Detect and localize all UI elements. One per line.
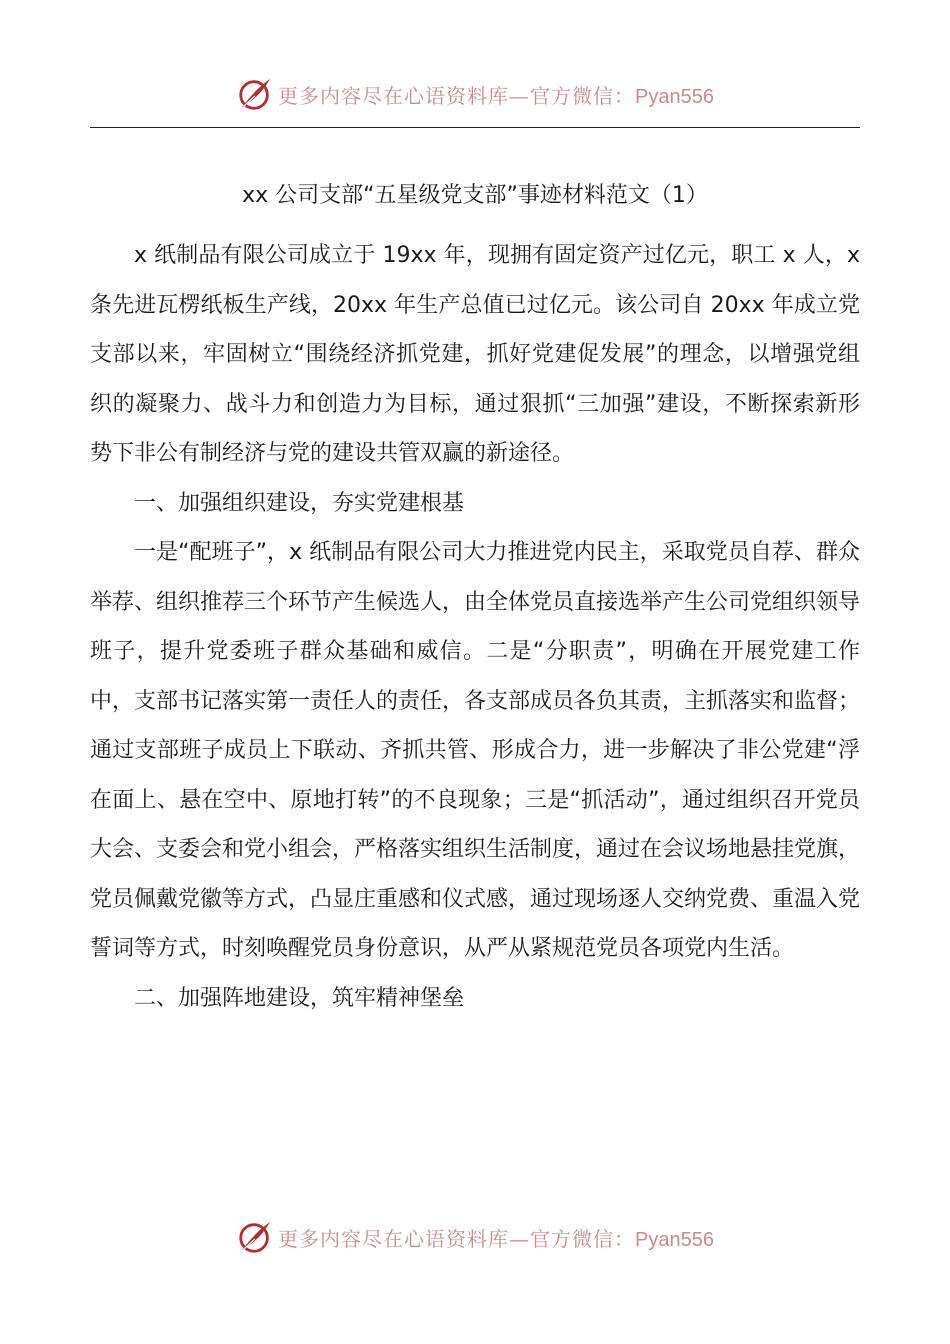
watermark-wechat-label: 官方微信： [530, 1226, 636, 1251]
section-heading-2: 二、加强阵地建设，筑牢精神堡垒 [134, 985, 465, 1011]
watermark-dash: — [509, 83, 531, 108]
watermark-wechat-label: 官方微信： [530, 83, 636, 108]
quill-logo-icon [236, 1218, 274, 1256]
watermark-wechat-id: Pyan556 [635, 1228, 714, 1251]
header-divider [90, 127, 860, 128]
document-body [90, 231, 860, 1023]
header-watermark [0, 72, 950, 116]
watermark-dash: — [509, 1226, 531, 1251]
watermark-main: 更多内容尽在心语资料库 [278, 83, 510, 108]
quill-logo-icon [236, 75, 274, 113]
watermark-text [278, 1223, 714, 1252]
watermark-main: 更多内容尽在心语资料库 [278, 1226, 510, 1251]
paragraph-intro: x 纸制品有限公司成立于 19xx 年，现拥有固定资产过亿元，职工 x 人，x 条先进瓦楞纸板生产线，20xx 年生产总值已过亿元。该公司自 20xx 年成立党支部以来，牢固树立“围绕经济抓党建，抓好党建促发展”的理念，以增强党组织的凝聚力、战斗力和创造力为目标，通过狠抓“三加强”建设，不断探索新形势下非公有制经济与党的建设共管双赢的新途径。 [90, 243, 860, 466]
watermark-wechat-id: Pyan556 [635, 85, 714, 108]
watermark-text [278, 80, 714, 109]
document-title: xx 公司支部“五星级党支部”事迹材料范文（1） [242, 183, 708, 208]
section-heading-1: 一、加强组织建设，夯实党建根基 [134, 490, 465, 516]
footer-watermark [0, 1215, 950, 1259]
paragraph-section-1: 一是“配班子”，x 纸制品有限公司大力推进党内民主，采取党员自荐、群众举荐、组织推荐三个环节产生候选人，由全体党员直接选举产生公司党组织领导班子，提升党委班子群众基础和威信。二是“分职责”，明确在开展党建工作中，支部书记落实第一责任人的责任，各支部成员各负其责，主抓落实和监督；通过支部班子成员上下联动、齐抓共管、形成合力，进一步解决了非公党建“浮在面上、悬在空中、原地打转”的不良现象；三是“抓活动”，通过组织召开党员大会、支委会和党小组会，严格落实组织生活制度，通过在会议场地悬挂党旗，党员佩戴党徽等方式，凸显庄重感和仪式感，通过现场逐人交纳党费、重温入党誓词等方式，时刻唤醒党员身份意识，从严从紧规范党员各项党内生活。 [90, 540, 861, 961]
